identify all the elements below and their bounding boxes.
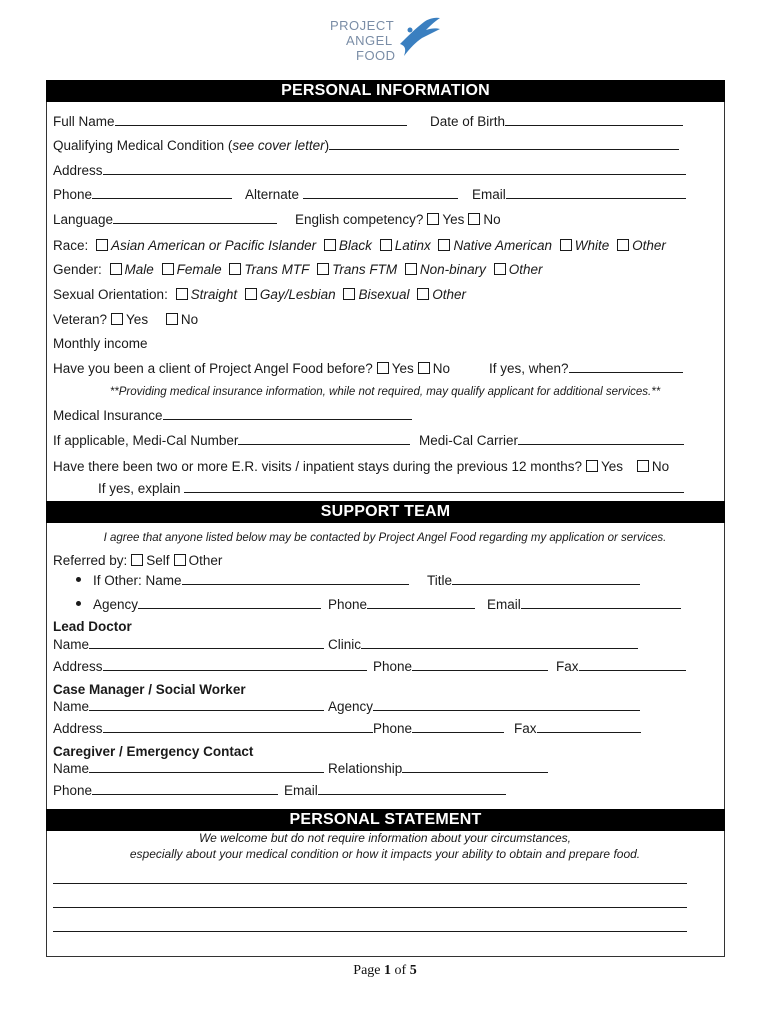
doctor-address-row <box>53 659 367 674</box>
gender-trans-ftm-label: Trans FTM <box>332 262 398 277</box>
email-label: Email <box>472 187 506 202</box>
referrer-title-label: Title <box>427 573 453 588</box>
referrer-phone-label: Phone <box>328 597 368 612</box>
caregiver-relationship-field[interactable] <box>402 761 548 773</box>
orientation-gay-lesbian-label: Gay/Lesbian <box>259 287 336 302</box>
alternate-label: Alternate <box>245 187 300 202</box>
orientation-straight-checkbox[interactable] <box>176 288 188 300</box>
lead-doctor-heading: Lead Doctor <box>53 619 132 634</box>
race-label: Race: <box>53 238 89 253</box>
orientation-other-label: Other <box>432 287 467 302</box>
qualifying-condition-row <box>53 138 679 153</box>
phone-row <box>53 187 232 202</box>
doctor-fax-row <box>556 659 686 674</box>
referred-self-checkbox[interactable] <box>131 554 143 566</box>
doctor-name-label: Name <box>53 637 90 652</box>
medi-cal-carrier-field[interactable] <box>518 433 684 445</box>
section-header-personal-statement: PERSONAL STATEMENT <box>46 809 725 831</box>
section-header-personal-information: PERSONAL INFORMATION <box>46 80 725 102</box>
case-manager-agency-field[interactable] <box>373 699 640 711</box>
qualifying-condition-label: Qualifying Medical Condition ( <box>53 138 233 153</box>
doctor-fax-field[interactable] <box>579 659 686 671</box>
qualifying-condition-suffix: ) <box>324 138 330 153</box>
caregiver-phone-field[interactable] <box>92 783 278 795</box>
page-total: 5 <box>409 963 417 978</box>
page-current: 1 <box>384 963 392 978</box>
doctor-clinic-field[interactable] <box>361 637 638 649</box>
er-visits-label: Have there been two or more E.R. visits / inpatient stays during the previous 12 months? <box>53 459 583 474</box>
orientation-bisexual-label: Bisexual <box>358 287 410 302</box>
orientation-gay-lesbian-checkbox[interactable] <box>245 288 257 300</box>
referrer-phone-row <box>328 597 475 612</box>
caregiver-relationship-row <box>328 761 548 776</box>
gender-row <box>53 262 542 277</box>
race-black-checkbox[interactable] <box>324 239 336 251</box>
email-field[interactable] <box>506 187 686 199</box>
medi-cal-number-row <box>53 433 410 448</box>
case-manager-address-row <box>53 721 373 736</box>
dob-field[interactable] <box>505 114 683 126</box>
er-no-checkbox[interactable] <box>637 460 649 472</box>
caregiver-name-label: Name <box>53 761 90 776</box>
caregiver-phone-row <box>53 783 278 798</box>
full-name-field[interactable] <box>115 114 407 126</box>
project-angel-food-logo <box>330 14 442 64</box>
doctor-clinic-row <box>328 637 638 652</box>
race-row <box>53 238 666 253</box>
case-manager-name-label: Name <box>53 699 90 714</box>
case-manager-fax-label: Fax <box>514 721 537 736</box>
full-name-row <box>53 114 407 129</box>
case-manager-address-label: Address <box>53 721 103 736</box>
english-competency-label: English competency? <box>295 212 424 227</box>
er-yes-checkbox[interactable] <box>586 460 598 472</box>
race-white-checkbox[interactable] <box>560 239 572 251</box>
logo-line-angel: ANGEL <box>346 33 393 48</box>
income-label: Monthly income <box>53 336 148 351</box>
caregiver-name-row <box>53 761 324 776</box>
english-no-checkbox[interactable] <box>468 213 480 225</box>
qualifying-condition-field[interactable] <box>329 138 679 150</box>
gender-label: Gender: <box>53 262 102 277</box>
veteran-no-checkbox[interactable] <box>166 313 178 325</box>
client-yes-checkbox[interactable] <box>377 362 389 374</box>
case-manager-agency-row <box>328 699 640 714</box>
page-prefix: Page <box>353 963 385 978</box>
er-visits-row <box>53 459 669 474</box>
english-competency-row <box>295 212 501 227</box>
case-manager-name-row <box>53 699 324 714</box>
medi-cal-number-field[interactable] <box>238 433 410 445</box>
logo-line-project: PROJECT <box>330 18 395 33</box>
medical-insurance-label: Medical Insurance <box>53 408 163 423</box>
logo-line-food: FOOD <box>356 48 396 63</box>
phone-field[interactable] <box>92 187 232 199</box>
section-header-support-team: SUPPORT TEAM <box>46 501 725 523</box>
race-asian-label: Asian American or Pacific Islander <box>111 238 317 253</box>
doctor-phone-field[interactable] <box>412 659 548 671</box>
caregiver-email-label: Email <box>284 783 318 798</box>
if-yes-explain-label: If yes, explain <box>98 481 181 496</box>
alternate-field[interactable] <box>303 187 458 199</box>
if-other-name-field[interactable] <box>182 573 409 585</box>
language-field[interactable] <box>113 212 277 224</box>
agree-note: I agree that anyone listed below may be contacted by Project Angel Food regarding my application or services. <box>103 532 667 544</box>
gender-male-checkbox[interactable] <box>110 263 122 275</box>
case-manager-address-field[interactable] <box>103 721 373 733</box>
gender-male-label: Male <box>124 262 154 277</box>
bullet-icon <box>76 577 81 582</box>
race-other-checkbox[interactable] <box>617 239 629 251</box>
page-of: of <box>391 963 410 978</box>
case-manager-fax-field[interactable] <box>537 721 641 733</box>
client-before-label: Have you been a client of Project Angel Food before? <box>53 361 373 376</box>
dob-label: Date of Birth <box>430 114 506 129</box>
client-no-checkbox[interactable] <box>418 362 430 374</box>
gender-trans-ftm-checkbox[interactable] <box>317 263 329 275</box>
referrer-agency-field[interactable] <box>138 597 321 609</box>
referrer-title-field[interactable] <box>452 573 640 585</box>
case-manager-phone-field[interactable] <box>412 721 504 733</box>
veteran-yes-checkbox[interactable] <box>111 313 123 325</box>
language-row <box>53 212 277 227</box>
statement-line-3[interactable] <box>53 931 687 932</box>
case-manager-heading: Case Manager / Social Worker <box>53 682 246 697</box>
income-row <box>53 336 148 351</box>
statement-line-2[interactable] <box>53 907 687 908</box>
if-other-name-label: If Other: Name <box>93 573 182 588</box>
address-label: Address <box>53 163 103 178</box>
doctor-phone-label: Phone <box>373 659 413 674</box>
caregiver-heading: Caregiver / Emergency Contact <box>53 744 254 759</box>
address-row <box>53 163 686 178</box>
doctor-clinic-label: Clinic <box>328 637 362 652</box>
case-manager-phone-label: Phone <box>373 721 413 736</box>
race-black-label: Black <box>338 238 372 253</box>
case-manager-agency-label: Agency <box>328 699 374 714</box>
gender-female-checkbox[interactable] <box>162 263 174 275</box>
caregiver-email-field[interactable] <box>318 783 506 795</box>
if-yes-when-label: If yes, when? <box>489 361 569 376</box>
race-white-label: White <box>574 238 610 253</box>
if-other-name-row <box>76 573 409 588</box>
if-yes-when-row <box>489 361 683 376</box>
bullet-icon <box>76 601 81 606</box>
referred-by-row <box>53 553 222 568</box>
veteran-yes-label: Yes <box>126 312 149 327</box>
caregiver-email-row <box>284 783 506 798</box>
doctor-address-label: Address <box>53 659 103 674</box>
er-no-label: No <box>651 459 670 474</box>
client-no-label: No <box>432 361 451 376</box>
client-yes-label: Yes <box>391 361 414 376</box>
race-latinx-checkbox[interactable] <box>380 239 392 251</box>
caregiver-name-field[interactable] <box>89 761 324 773</box>
veteran-row <box>53 312 198 327</box>
alternate-row <box>245 187 458 202</box>
email-row <box>472 187 686 202</box>
medi-cal-carrier-label: Medi-Cal Carrier <box>419 433 519 448</box>
referrer-agency-label: Agency <box>93 597 139 612</box>
orientation-row <box>53 287 466 302</box>
referred-by-label: Referred by: <box>53 553 128 568</box>
orientation-straight-label: Straight <box>190 287 238 302</box>
insurance-note: **Providing medical insurance information, while not required, may qualify applicant for additional services.** <box>109 386 661 398</box>
gender-other-checkbox[interactable] <box>494 263 506 275</box>
english-no-label: No <box>483 212 501 227</box>
race-native-american-checkbox[interactable] <box>438 239 450 251</box>
race-asian-checkbox[interactable] <box>96 239 108 251</box>
full-name-label: Full Name <box>53 114 115 129</box>
doctor-phone-row <box>373 659 548 674</box>
gender-non-binary-checkbox[interactable] <box>405 263 417 275</box>
doctor-fax-label: Fax <box>556 659 579 674</box>
case-manager-phone-row <box>373 721 504 736</box>
angel-wing-icon <box>394 16 442 60</box>
medi-cal-carrier-row <box>419 433 684 448</box>
caregiver-phone-label: Phone <box>53 783 93 798</box>
if-yes-explain-field[interactable] <box>184 481 684 493</box>
medical-insurance-field[interactable] <box>163 408 412 420</box>
english-yes-label: Yes <box>442 212 465 227</box>
address-field[interactable] <box>103 163 686 175</box>
statement-note-line-1: We welcome but do not require information about your circumstances, <box>199 831 571 845</box>
qualifying-condition-italic: see cover letter <box>232 138 325 153</box>
gender-non-binary-label: Non-binary <box>419 262 486 277</box>
referred-self-label: Self <box>146 553 170 568</box>
gender-female-label: Female <box>176 262 222 277</box>
referrer-agency-row <box>76 597 321 612</box>
veteran-no-label: No <box>180 312 199 327</box>
language-label: Language <box>53 212 114 227</box>
gender-other-label: Other <box>508 262 543 277</box>
medical-insurance-row <box>53 408 412 423</box>
client-before-row <box>53 361 450 376</box>
gender-trans-mtf-checkbox[interactable] <box>229 263 241 275</box>
statement-line-1[interactable] <box>53 883 687 884</box>
doctor-name-field[interactable] <box>89 637 324 649</box>
orientation-label: Sexual Orientation: <box>53 287 168 302</box>
doctor-name-row <box>53 637 324 652</box>
case-manager-fax-row <box>514 721 641 736</box>
caregiver-relationship-label: Relationship <box>328 761 403 776</box>
if-yes-explain-row <box>98 481 684 496</box>
er-yes-label: Yes <box>601 459 624 474</box>
case-manager-name-field[interactable] <box>89 699 324 711</box>
orientation-bisexual-checkbox[interactable] <box>343 288 355 300</box>
english-yes-checkbox[interactable] <box>427 213 439 225</box>
phone-label: Phone <box>53 187 93 202</box>
dob-row <box>430 114 683 129</box>
referrer-title-row <box>427 573 640 588</box>
referred-other-checkbox[interactable] <box>174 554 186 566</box>
referrer-email-row <box>487 597 681 612</box>
referred-other-label: Other <box>188 553 223 568</box>
page-number <box>0 963 770 979</box>
referrer-phone-field[interactable] <box>367 597 475 609</box>
referrer-email-label: Email <box>487 597 521 612</box>
doctor-address-field[interactable] <box>103 659 367 671</box>
medi-cal-number-label: If applicable, Medi-Cal Number <box>53 433 239 448</box>
statement-note-line-2: especially about your medical condition or how it impacts your ability to obtain and prepare food. <box>129 847 641 861</box>
if-yes-when-field[interactable] <box>569 361 683 373</box>
race-other-label: Other <box>632 238 666 253</box>
gender-trans-mtf-label: Trans MTF <box>244 262 310 277</box>
race-native-american-label: Native American <box>453 238 553 253</box>
orientation-other-checkbox[interactable] <box>417 288 429 300</box>
race-latinx-label: Latinx <box>394 238 431 253</box>
veteran-label: Veteran? <box>53 312 108 327</box>
referrer-email-field[interactable] <box>521 597 681 609</box>
